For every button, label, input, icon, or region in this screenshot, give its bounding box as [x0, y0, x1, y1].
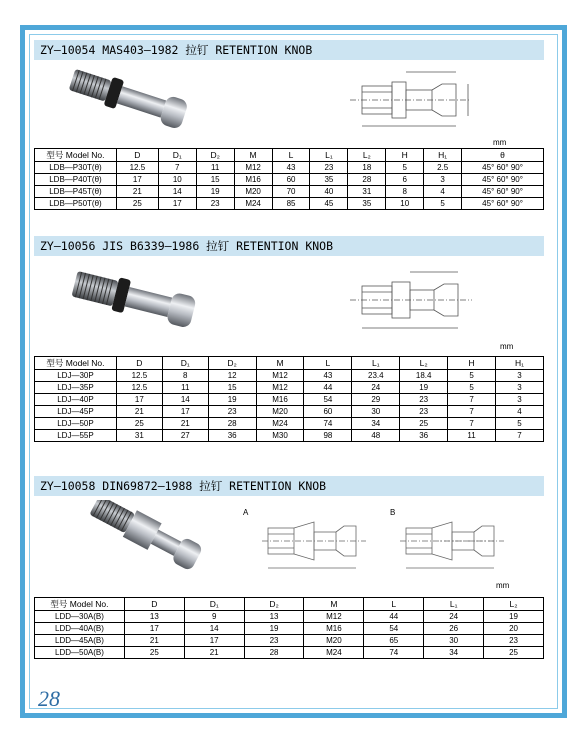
table-row — [35, 406, 544, 418]
table-cell: 45 — [310, 198, 348, 210]
table-row — [35, 162, 544, 174]
table-cell: LDJ—45P — [35, 406, 117, 418]
table-row — [35, 430, 544, 442]
table-cell: 43 — [304, 370, 352, 382]
table-cell: M20 — [304, 635, 364, 647]
table-cell: 45° 60° 90° — [462, 174, 544, 186]
table-cell: 36 — [208, 430, 256, 442]
table-cell: 85 — [272, 198, 310, 210]
table-cell: 54 — [304, 394, 352, 406]
table-cell: 23 — [400, 406, 448, 418]
table-cell: 43 — [272, 162, 310, 174]
table-row — [35, 611, 544, 623]
table-cell: 17 — [116, 394, 162, 406]
table-cell: 31 — [116, 430, 162, 442]
table-cell: 23 — [196, 198, 234, 210]
table-cell: 7 — [448, 394, 496, 406]
spec-table — [34, 356, 544, 442]
table-cell: 45° 60° 90° — [462, 162, 544, 174]
table-cell: 13 — [244, 611, 304, 623]
table-cell: 19 — [196, 186, 234, 198]
table-cell: 14 — [158, 186, 196, 198]
table-cell: 23 — [208, 406, 256, 418]
table-cell: 36 — [400, 430, 448, 442]
column-header: D₂ — [196, 149, 234, 162]
table-cell: 7 — [496, 430, 544, 442]
column-header: 型号 Model No. — [35, 357, 117, 370]
table-cell: 12.5 — [116, 382, 162, 394]
table-cell: LDD—40A(B) — [35, 623, 125, 635]
column-header: D₂ — [208, 357, 256, 370]
table-header-row — [35, 149, 544, 162]
table-cell: 7 — [158, 162, 196, 174]
table-cell: M24 — [256, 418, 304, 430]
table-cell: 10 — [158, 174, 196, 186]
table-cell: M16 — [234, 174, 272, 186]
table-cell: 17 — [124, 623, 184, 635]
table-cell: 60 — [304, 406, 352, 418]
table-cell: M12 — [234, 162, 272, 174]
table-cell: 74 — [364, 647, 424, 659]
technical-drawing — [350, 66, 490, 134]
technical-drawing-b — [400, 510, 510, 574]
table-cell: 4 — [424, 186, 462, 198]
table-cell: 5 — [448, 382, 496, 394]
table-cell: 13 — [124, 611, 184, 623]
table-cell: LDB—P40T(θ) — [35, 174, 117, 186]
column-header: D₂ — [244, 598, 304, 611]
table-cell: M24 — [304, 647, 364, 659]
table-cell: 21 — [116, 186, 158, 198]
table-cell: 24 — [352, 382, 400, 394]
table-cell: 3 — [424, 174, 462, 186]
units-label: mm — [496, 581, 510, 590]
table-cell: LDD—50A(B) — [35, 647, 125, 659]
table-cell: 44 — [364, 611, 424, 623]
table-row — [35, 382, 544, 394]
table-row — [35, 370, 544, 382]
table-cell: M16 — [304, 623, 364, 635]
table-cell: 21 — [116, 406, 162, 418]
table-cell: M20 — [256, 406, 304, 418]
column-header: L₁ — [352, 357, 400, 370]
table-cell: LDD—30A(B) — [35, 611, 125, 623]
table-cell: 21 — [162, 418, 208, 430]
table-cell: 29 — [352, 394, 400, 406]
table-cell: 4 — [496, 406, 544, 418]
table-cell: LDD—45A(B) — [35, 635, 125, 647]
table-header-row — [35, 357, 544, 370]
table-cell: 17 — [158, 198, 196, 210]
table-cell: M12 — [256, 382, 304, 394]
table-cell: LDB—P50T(θ) — [35, 198, 117, 210]
table-cell: 7 — [448, 406, 496, 418]
table-cell: LDJ—35P — [35, 382, 117, 394]
table-cell: 25 — [124, 647, 184, 659]
table-cell: 30 — [424, 635, 484, 647]
table-row — [35, 394, 544, 406]
retention-knob-photo — [62, 66, 202, 138]
units-label: mm — [493, 138, 507, 147]
table-cell: 14 — [184, 623, 244, 635]
table-cell: 44 — [304, 382, 352, 394]
table-cell: 19 — [244, 623, 304, 635]
table-cell: 19 — [484, 611, 544, 623]
table-cell: 11 — [448, 430, 496, 442]
column-header: M — [234, 149, 272, 162]
table-cell: 3 — [496, 394, 544, 406]
section-title: ZY—10058 DIN69872—1988 拉钉 RETENTION KNOB — [34, 476, 544, 496]
table-cell: M24 — [234, 198, 272, 210]
column-header: 型号 Model No. — [35, 149, 117, 162]
table-cell: 17 — [162, 406, 208, 418]
table-cell: 40 — [310, 186, 348, 198]
column-header: H₁ — [424, 149, 462, 162]
table-cell: M12 — [256, 370, 304, 382]
table-cell: 5 — [386, 162, 424, 174]
table-cell: M20 — [234, 186, 272, 198]
column-header: L — [364, 598, 424, 611]
page-number: 28 — [38, 686, 60, 711]
table-cell: 25 — [484, 647, 544, 659]
table-cell: 12.5 — [116, 162, 158, 174]
table-cell: 54 — [364, 623, 424, 635]
table-cell: 23 — [400, 394, 448, 406]
technical-drawing — [350, 266, 490, 334]
table-cell: 30 — [352, 406, 400, 418]
column-header: θ — [462, 149, 544, 162]
column-header: D₁ — [158, 149, 196, 162]
table-cell: 2.5 — [424, 162, 462, 174]
table-row — [35, 186, 544, 198]
table-cell: 45° 60° 90° — [462, 198, 544, 210]
table-cell: 35 — [310, 174, 348, 186]
table-cell: 6 — [386, 174, 424, 186]
table-cell: 60 — [272, 174, 310, 186]
table-cell: 24 — [424, 611, 484, 623]
table-cell: 25 — [400, 418, 448, 430]
table-cell: 28 — [208, 418, 256, 430]
table-cell: 98 — [304, 430, 352, 442]
table-cell: 12.5 — [116, 370, 162, 382]
column-header: L₁ — [310, 149, 348, 162]
table-cell: LDB—P30T(θ) — [35, 162, 117, 174]
table-cell: 11 — [162, 382, 208, 394]
column-header: H — [386, 149, 424, 162]
table-row — [35, 198, 544, 210]
table-cell: 23 — [244, 635, 304, 647]
table-row — [35, 623, 544, 635]
section-title: ZY—10054 MAS403—1982 拉钉 RETENTION KNOB — [34, 40, 544, 60]
section-title: ZY—10056 JIS B6339—1986 拉钉 RETENTION KNOB — [34, 236, 544, 256]
table-cell: 12 — [208, 370, 256, 382]
table-cell: 45° 60° 90° — [462, 186, 544, 198]
table-cell: 21 — [124, 635, 184, 647]
column-header: D — [116, 357, 162, 370]
column-header: 型号 Model No. — [35, 598, 125, 611]
table-cell: 8 — [162, 370, 208, 382]
table-cell: LDB—P45T(θ) — [35, 186, 117, 198]
table-cell: LDJ—50P — [35, 418, 117, 430]
table-cell: M16 — [256, 394, 304, 406]
table-cell: 74 — [304, 418, 352, 430]
column-header: L — [304, 357, 352, 370]
table-cell: 23.4 — [352, 370, 400, 382]
table-cell: 70 — [272, 186, 310, 198]
table-cell: 27 — [162, 430, 208, 442]
retention-knob-photo — [82, 500, 212, 572]
table-cell: 3 — [496, 382, 544, 394]
table-cell: 23 — [310, 162, 348, 174]
table-cell: 34 — [424, 647, 484, 659]
table-cell: 17 — [116, 174, 158, 186]
table-cell: 31 — [348, 186, 386, 198]
table-cell: 15 — [196, 174, 234, 186]
drawing-label-a: A — [243, 508, 249, 517]
retention-knob-photo — [66, 266, 206, 338]
table-cell: 48 — [352, 430, 400, 442]
column-header: L₂ — [348, 149, 386, 162]
table-cell: 19 — [400, 382, 448, 394]
column-header: L₂ — [400, 357, 448, 370]
table-cell: 25 — [116, 198, 158, 210]
column-header: H₁ — [496, 357, 544, 370]
table-cell: 5 — [424, 198, 462, 210]
table-cell: M12 — [304, 611, 364, 623]
table-row — [35, 635, 544, 647]
table-cell: 18 — [348, 162, 386, 174]
drawing-label-b: B — [390, 508, 396, 517]
table-cell: 8 — [386, 186, 424, 198]
table-cell: 17 — [184, 635, 244, 647]
table-cell: 18.4 — [400, 370, 448, 382]
spec-table — [34, 148, 544, 210]
table-cell: 26 — [424, 623, 484, 635]
table-cell: 5 — [448, 370, 496, 382]
table-cell: 35 — [348, 198, 386, 210]
table-cell: 65 — [364, 635, 424, 647]
table-cell: 25 — [116, 418, 162, 430]
table-cell: 34 — [352, 418, 400, 430]
column-header: L — [272, 149, 310, 162]
table-header-row — [35, 598, 544, 611]
table-cell: 14 — [162, 394, 208, 406]
table-cell: 21 — [184, 647, 244, 659]
table-cell: 23 — [484, 635, 544, 647]
table-row — [35, 418, 544, 430]
column-header: D — [116, 149, 158, 162]
table-cell: LDJ—55P — [35, 430, 117, 442]
table-cell: 15 — [208, 382, 256, 394]
table-row — [35, 174, 544, 186]
table-cell: 11 — [196, 162, 234, 174]
table-cell: M30 — [256, 430, 304, 442]
column-header: L₁ — [424, 598, 484, 611]
table-cell: 5 — [496, 418, 544, 430]
table-cell: LDJ—40P — [35, 394, 117, 406]
table-cell: 3 — [496, 370, 544, 382]
column-header: M — [304, 598, 364, 611]
column-header: L₂ — [484, 598, 544, 611]
table-cell: 20 — [484, 623, 544, 635]
technical-drawing-a — [262, 510, 372, 574]
table-cell: LDJ—30P — [35, 370, 117, 382]
table-cell: 10 — [386, 198, 424, 210]
column-header: M — [256, 357, 304, 370]
units-label: mm — [500, 342, 514, 351]
table-cell: 19 — [208, 394, 256, 406]
table-cell: 28 — [244, 647, 304, 659]
column-header: D₁ — [184, 598, 244, 611]
table-cell: 7 — [448, 418, 496, 430]
column-header: D₁ — [162, 357, 208, 370]
column-header: H — [448, 357, 496, 370]
table-row — [35, 647, 544, 659]
column-header: D — [124, 598, 184, 611]
table-cell: 28 — [348, 174, 386, 186]
spec-table — [34, 597, 544, 659]
table-cell: 9 — [184, 611, 244, 623]
